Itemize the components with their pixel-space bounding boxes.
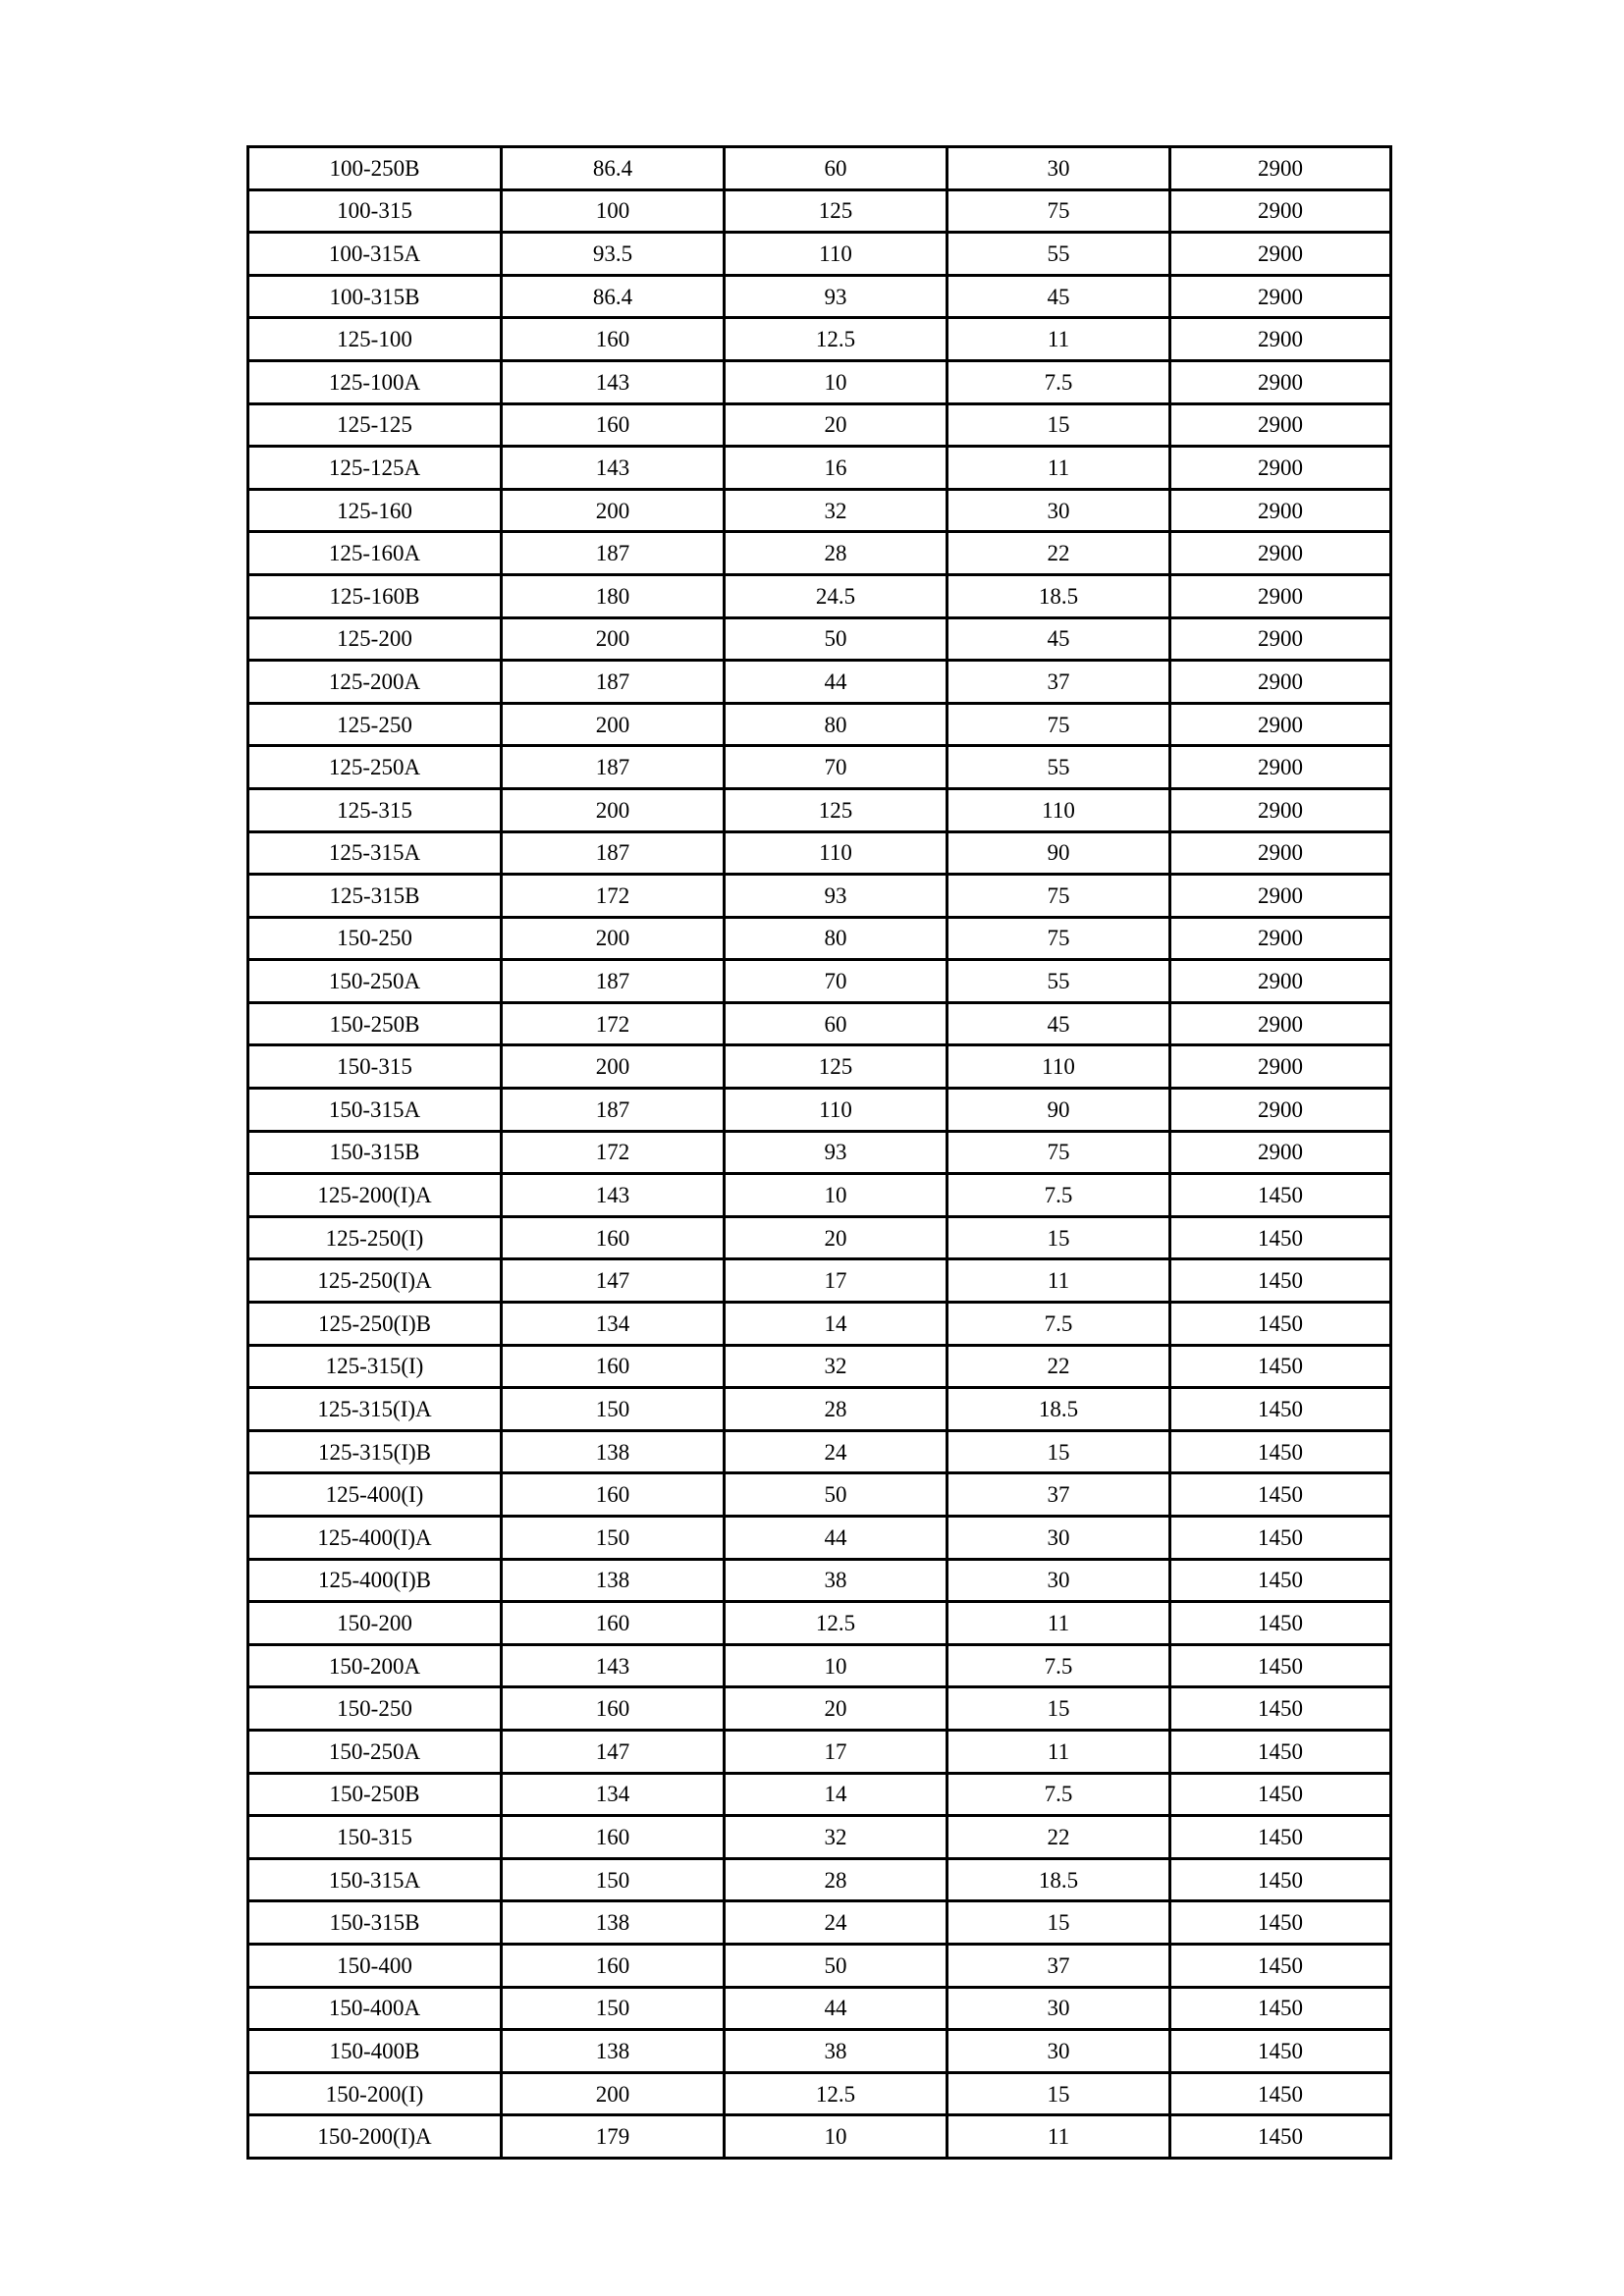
col4-cell: 15 [947,1901,1170,1945]
col3-cell: 93 [725,275,947,318]
model-cell: 125-160 [248,489,502,532]
model-cell: 100-315B [248,275,502,318]
col5-cell: 2900 [1170,574,1391,617]
col4-cell: 22 [947,1816,1170,1859]
col5-cell: 1450 [1170,1517,1391,1560]
col2-cell: 187 [502,661,725,704]
col2-cell: 143 [502,1174,725,1217]
table-row [248,1644,1391,1687]
col5-cell: 1450 [1170,1345,1391,1388]
table-row [248,917,1391,960]
pump-spec-table [246,145,1392,2160]
col4-cell: 30 [947,147,1170,190]
col2-cell: 187 [502,960,725,1003]
col2-cell: 180 [502,574,725,617]
col5-cell: 1450 [1170,1858,1391,1901]
col2-cell: 200 [502,1045,725,1089]
col5-cell: 2900 [1170,746,1391,789]
model-cell: 150-200A [248,1644,502,1687]
col2-cell: 160 [502,1473,725,1517]
table-row [248,1345,1391,1388]
col4-cell: 11 [947,2115,1170,2159]
col2-cell: 200 [502,2072,725,2115]
model-cell: 125-250(I) [248,1216,502,1259]
col5-cell: 1450 [1170,1987,1391,2030]
col4-cell: 75 [947,917,1170,960]
col3-cell: 44 [725,661,947,704]
model-cell: 100-315 [248,189,502,233]
table-row [248,1901,1391,1945]
col5-cell: 2900 [1170,917,1391,960]
col4-cell: 7.5 [947,1644,1170,1687]
table-row [248,1473,1391,1517]
col3-cell: 125 [725,189,947,233]
table-row [248,1559,1391,1602]
model-cell: 125-315A [248,831,502,875]
col2-cell: 86.4 [502,147,725,190]
table-row [248,2072,1391,2115]
col5-cell: 2900 [1170,532,1391,575]
col4-cell: 45 [947,1002,1170,1045]
col3-cell: 24.5 [725,574,947,617]
table-row [248,403,1391,447]
col5-cell: 2900 [1170,1089,1391,1132]
table-row [248,831,1391,875]
model-cell: 150-315A [248,1858,502,1901]
model-cell: 150-250A [248,1730,502,1773]
col4-cell: 15 [947,1216,1170,1259]
model-cell: 125-125A [248,447,502,490]
col3-cell: 20 [725,1687,947,1731]
model-cell: 150-400 [248,1944,502,1987]
col2-cell: 138 [502,2030,725,2073]
col4-cell: 7.5 [947,360,1170,403]
col4-cell: 11 [947,1602,1170,1645]
col5-cell: 2900 [1170,617,1391,661]
col3-cell: 24 [725,1901,947,1945]
col5-cell: 1450 [1170,1303,1391,1346]
col2-cell: 200 [502,617,725,661]
model-cell: 125-400(I)B [248,1559,502,1602]
col3-cell: 32 [725,1345,947,1388]
model-cell: 125-200 [248,617,502,661]
col5-cell: 2900 [1170,447,1391,490]
col5-cell: 1450 [1170,1816,1391,1859]
col2-cell: 150 [502,1858,725,1901]
model-cell: 100-315A [248,233,502,276]
col4-cell: 18.5 [947,574,1170,617]
model-cell: 125-400(I)A [248,1517,502,1560]
col5-cell: 2900 [1170,875,1391,918]
table-row [248,1045,1391,1089]
model-cell: 125-160A [248,532,502,575]
table-row [248,360,1391,403]
col3-cell: 17 [725,1730,947,1773]
model-cell: 125-315(I) [248,1345,502,1388]
table-row [248,532,1391,575]
col3-cell: 93 [725,875,947,918]
col5-cell: 2900 [1170,189,1391,233]
table-row [248,1174,1391,1217]
table-body [248,147,1391,2159]
col3-cell: 70 [725,960,947,1003]
table-row [248,746,1391,789]
col5-cell: 2900 [1170,360,1391,403]
col5-cell: 1450 [1170,1430,1391,1473]
table-row [248,1259,1391,1303]
model-cell: 125-250 [248,703,502,746]
col4-cell: 22 [947,532,1170,575]
col5-cell: 2900 [1170,489,1391,532]
col2-cell: 200 [502,917,725,960]
col5-cell: 1450 [1170,1644,1391,1687]
table-row [248,2030,1391,2073]
col3-cell: 50 [725,1473,947,1517]
table-row [248,1987,1391,2030]
col5-cell: 1450 [1170,1773,1391,1816]
col5-cell: 1450 [1170,2072,1391,2115]
col2-cell: 160 [502,1602,725,1645]
table-row [248,1303,1391,1346]
col3-cell: 17 [725,1259,947,1303]
col5-cell: 1450 [1170,1216,1391,1259]
col3-cell: 12.5 [725,1602,947,1645]
col2-cell: 172 [502,1002,725,1045]
col4-cell: 18.5 [947,1388,1170,1431]
model-cell: 150-315B [248,1131,502,1174]
table-row [248,788,1391,831]
col2-cell: 200 [502,489,725,532]
col4-cell: 7.5 [947,1303,1170,1346]
model-cell: 150-315 [248,1045,502,1089]
col3-cell: 110 [725,233,947,276]
col3-cell: 38 [725,2030,947,2073]
model-cell: 125-315B [248,875,502,918]
col4-cell: 7.5 [947,1174,1170,1217]
col4-cell: 55 [947,233,1170,276]
col5-cell: 2900 [1170,661,1391,704]
col5-cell: 2900 [1170,788,1391,831]
table-row [248,1517,1391,1560]
col2-cell: 172 [502,875,725,918]
col4-cell: 75 [947,1131,1170,1174]
col4-cell: 45 [947,617,1170,661]
col3-cell: 10 [725,1174,947,1217]
col3-cell: 60 [725,147,947,190]
model-cell: 150-400A [248,1987,502,2030]
col2-cell: 93.5 [502,233,725,276]
col4-cell: 75 [947,703,1170,746]
table-row [248,318,1391,361]
model-cell: 150-250A [248,960,502,1003]
col3-cell: 28 [725,1388,947,1431]
col2-cell: 150 [502,1517,725,1560]
col4-cell: 30 [947,1559,1170,1602]
col5-cell: 2900 [1170,1045,1391,1089]
col4-cell: 7.5 [947,1773,1170,1816]
col3-cell: 20 [725,1216,947,1259]
col4-cell: 55 [947,746,1170,789]
col2-cell: 150 [502,1987,725,2030]
table-row [248,960,1391,1003]
table-row [248,1730,1391,1773]
col2-cell: 160 [502,1816,725,1859]
col4-cell: 55 [947,960,1170,1003]
col2-cell: 100 [502,189,725,233]
table-row [248,147,1391,190]
col3-cell: 14 [725,1773,947,1816]
table-row [248,617,1391,661]
col4-cell: 75 [947,875,1170,918]
col2-cell: 179 [502,2115,725,2159]
col5-cell: 2900 [1170,233,1391,276]
col2-cell: 160 [502,1345,725,1388]
model-cell: 150-250 [248,917,502,960]
col2-cell: 200 [502,703,725,746]
model-cell: 150-250 [248,1687,502,1731]
col4-cell: 75 [947,189,1170,233]
col4-cell: 15 [947,2072,1170,2115]
table-row [248,574,1391,617]
col2-cell: 187 [502,532,725,575]
col2-cell: 200 [502,788,725,831]
col3-cell: 28 [725,532,947,575]
col5-cell: 1450 [1170,1559,1391,1602]
col5-cell: 2900 [1170,147,1391,190]
col2-cell: 138 [502,1430,725,1473]
model-cell: 150-400B [248,2030,502,2073]
col4-cell: 30 [947,1987,1170,2030]
col3-cell: 110 [725,831,947,875]
col2-cell: 150 [502,1388,725,1431]
table-row [248,2115,1391,2159]
col2-cell: 187 [502,831,725,875]
col3-cell: 10 [725,1644,947,1687]
col5-cell: 1450 [1170,1944,1391,1987]
table-row [248,1687,1391,1731]
col3-cell: 32 [725,1816,947,1859]
model-cell: 125-315 [248,788,502,831]
table-row [248,703,1391,746]
model-cell: 100-250B [248,147,502,190]
col4-cell: 90 [947,1089,1170,1132]
table-row [248,233,1391,276]
table-row [248,1002,1391,1045]
col2-cell: 160 [502,1687,725,1731]
model-cell: 125-200A [248,661,502,704]
model-cell: 125-250A [248,746,502,789]
col2-cell: 187 [502,746,725,789]
col5-cell: 2900 [1170,1131,1391,1174]
model-cell: 150-315B [248,1901,502,1945]
col4-cell: 37 [947,661,1170,704]
col5-cell: 1450 [1170,1602,1391,1645]
col5-cell: 1450 [1170,1730,1391,1773]
col5-cell: 1450 [1170,1901,1391,1945]
col3-cell: 10 [725,360,947,403]
col2-cell: 147 [502,1730,725,1773]
col3-cell: 80 [725,703,947,746]
col4-cell: 37 [947,1944,1170,1987]
col3-cell: 80 [725,917,947,960]
col3-cell: 16 [725,447,947,490]
model-cell: 150-200(I) [248,2072,502,2115]
table-row [248,275,1391,318]
col3-cell: 20 [725,403,947,447]
model-cell: 150-315A [248,1089,502,1132]
col5-cell: 1450 [1170,2115,1391,2159]
col4-cell: 90 [947,831,1170,875]
table-row [248,1773,1391,1816]
col2-cell: 134 [502,1773,725,1816]
model-cell: 150-315 [248,1816,502,1859]
col2-cell: 160 [502,1216,725,1259]
col2-cell: 143 [502,447,725,490]
col5-cell: 1450 [1170,1388,1391,1431]
col3-cell: 60 [725,1002,947,1045]
col3-cell: 70 [725,746,947,789]
model-cell: 150-200(I)A [248,2115,502,2159]
model-cell: 125-250(I)A [248,1259,502,1303]
col2-cell: 160 [502,318,725,361]
table-row [248,447,1391,490]
col5-cell: 2900 [1170,318,1391,361]
model-cell: 125-315(I)B [248,1430,502,1473]
col5-cell: 2900 [1170,275,1391,318]
table-row [248,1430,1391,1473]
col5-cell: 1450 [1170,1259,1391,1303]
col2-cell: 138 [502,1901,725,1945]
table-row [248,1816,1391,1859]
col2-cell: 138 [502,1559,725,1602]
col2-cell: 86.4 [502,275,725,318]
model-cell: 125-125 [248,403,502,447]
model-cell: 150-250B [248,1002,502,1045]
table-row [248,1602,1391,1645]
table-row [248,661,1391,704]
col5-cell: 2900 [1170,1002,1391,1045]
model-cell: 125-160B [248,574,502,617]
table-row [248,1858,1391,1901]
col4-cell: 15 [947,1687,1170,1731]
table-row [248,1131,1391,1174]
model-cell: 150-250B [248,1773,502,1816]
col3-cell: 12.5 [725,2072,947,2115]
col5-cell: 2900 [1170,403,1391,447]
col5-cell: 2900 [1170,831,1391,875]
col5-cell: 1450 [1170,1687,1391,1731]
col5-cell: 1450 [1170,1473,1391,1517]
model-cell: 125-400(I) [248,1473,502,1517]
col5-cell: 1450 [1170,2030,1391,2073]
table-row [248,489,1391,532]
col2-cell: 134 [502,1303,725,1346]
table-row [248,189,1391,233]
col3-cell: 44 [725,1517,947,1560]
col2-cell: 172 [502,1131,725,1174]
model-cell: 125-100A [248,360,502,403]
model-cell: 150-200 [248,1602,502,1645]
col4-cell: 11 [947,1730,1170,1773]
col4-cell: 30 [947,489,1170,532]
table-row [248,1216,1391,1259]
col4-cell: 15 [947,403,1170,447]
col3-cell: 12.5 [725,318,947,361]
col4-cell: 15 [947,1430,1170,1473]
col4-cell: 110 [947,1045,1170,1089]
col4-cell: 22 [947,1345,1170,1388]
col2-cell: 143 [502,360,725,403]
col4-cell: 37 [947,1473,1170,1517]
col4-cell: 11 [947,447,1170,490]
col5-cell: 2900 [1170,960,1391,1003]
col2-cell: 187 [502,1089,725,1132]
col5-cell: 1450 [1170,1174,1391,1217]
col2-cell: 160 [502,1944,725,1987]
model-cell: 125-200(I)A [248,1174,502,1217]
model-cell: 125-100 [248,318,502,361]
col3-cell: 32 [725,489,947,532]
col4-cell: 11 [947,318,1170,361]
col4-cell: 30 [947,1517,1170,1560]
col3-cell: 28 [725,1858,947,1901]
col3-cell: 93 [725,1131,947,1174]
col3-cell: 44 [725,1987,947,2030]
model-cell: 125-250(I)B [248,1303,502,1346]
col3-cell: 125 [725,788,947,831]
col3-cell: 125 [725,1045,947,1089]
col4-cell: 18.5 [947,1858,1170,1901]
col4-cell: 11 [947,1259,1170,1303]
col2-cell: 147 [502,1259,725,1303]
col4-cell: 110 [947,788,1170,831]
col5-cell: 2900 [1170,703,1391,746]
table-row [248,1388,1391,1431]
col4-cell: 45 [947,275,1170,318]
table-row [248,875,1391,918]
col2-cell: 143 [502,1644,725,1687]
col3-cell: 14 [725,1303,947,1346]
col4-cell: 30 [947,2030,1170,2073]
table-row [248,1089,1391,1132]
col2-cell: 160 [502,403,725,447]
table-row [248,1944,1391,1987]
col3-cell: 50 [725,1944,947,1987]
col3-cell: 110 [725,1089,947,1132]
col3-cell: 50 [725,617,947,661]
col3-cell: 24 [725,1430,947,1473]
model-cell: 125-315(I)A [248,1388,502,1431]
col3-cell: 38 [725,1559,947,1602]
col3-cell: 10 [725,2115,947,2159]
